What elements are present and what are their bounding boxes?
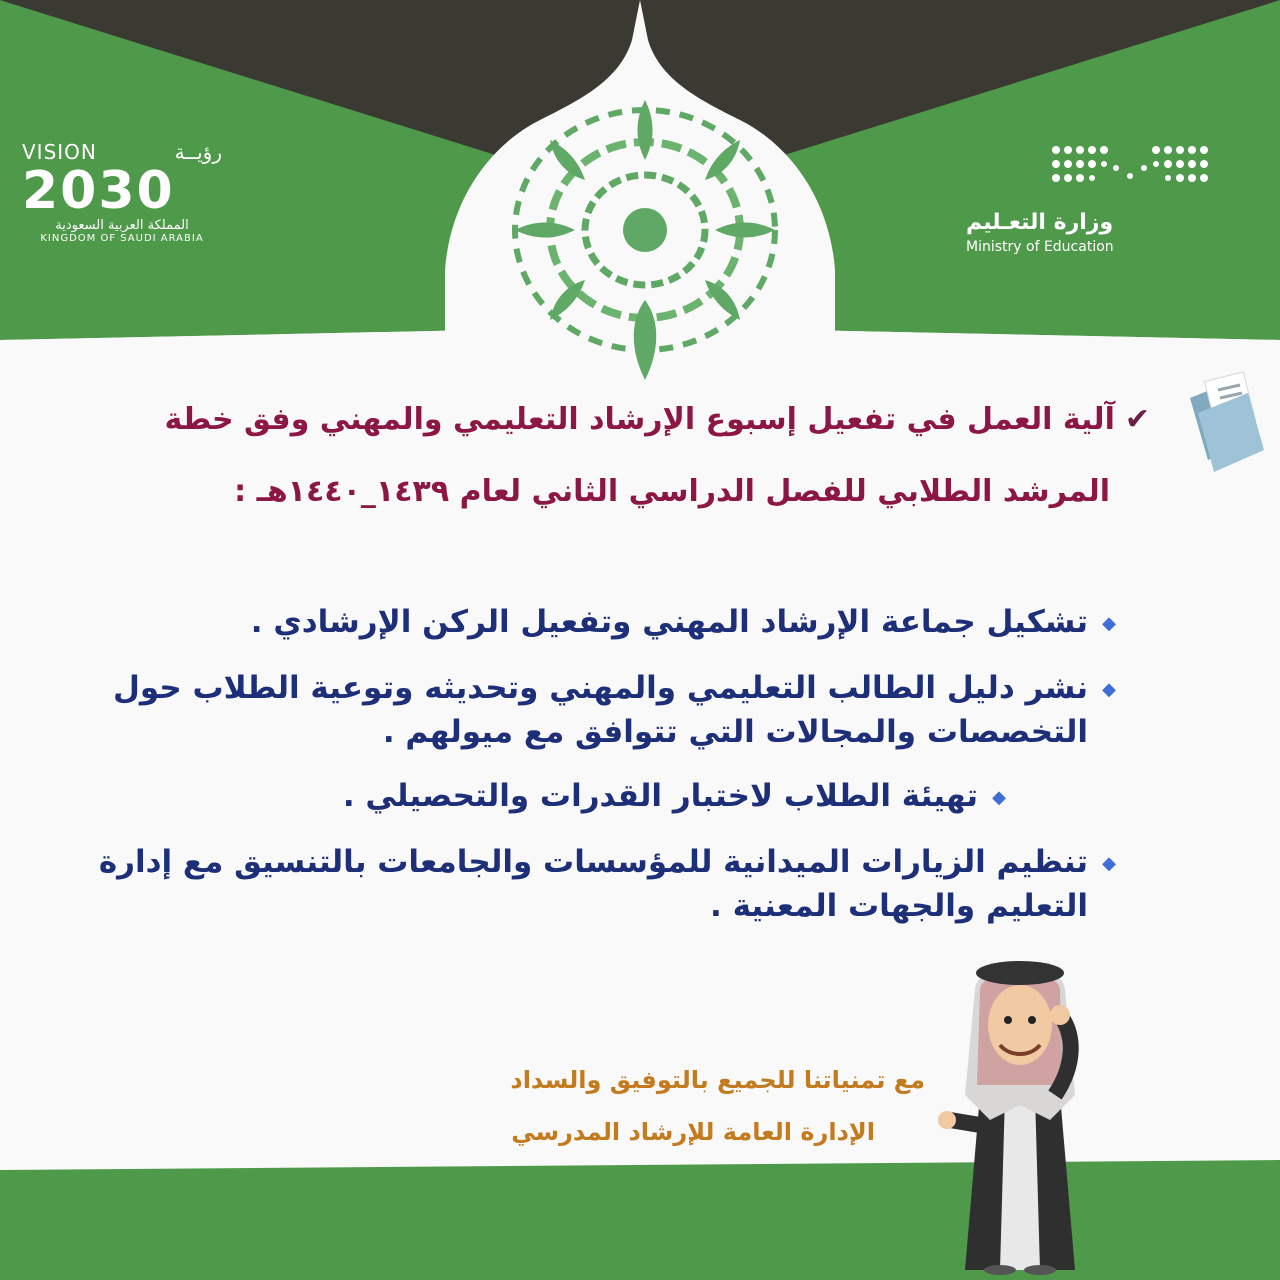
list-item	[90, 774, 1130, 820]
ornament-icon	[480, 80, 810, 390]
list-item-text: تنظيم الزيارات الميدانية للمؤسسات والجامعات بالتنسيق مع إدارة التعليم والجهات المعنية .	[98, 844, 1088, 924]
vision-kingdom-en: KINGDOM OF SAUDI ARABIA	[40, 233, 204, 244]
heading	[150, 398, 1150, 514]
closing-line-2: الإدارة العامة للإرشاد المدرسي	[511, 1118, 875, 1146]
ministry-name-ar: وزارة التعـليم	[966, 210, 1114, 235]
list-item-text: نشر دليل الطالب التعليمي والمهني وتحديثه وتوعية الطلاب حول التخصصات والمجالات التي تتوافق مع ميولهم .	[113, 670, 1088, 750]
vision-year: 2030	[22, 161, 175, 221]
mascot-figure	[935, 945, 1105, 1275]
closing-line-1: مع تمنياتنا للجميع بالتوفيق والسداد	[510, 1066, 925, 1094]
heading-line-1-text: آلية العمل في تفعيل إسبوع الإرشاد التعليمي والمهني وفق خطة	[164, 402, 1115, 437]
list-item-text: تهيئة الطلاب لاختبار القدرات والتحصيلي .	[342, 778, 978, 814]
bullet-diamond-icon: ◆	[1102, 613, 1116, 634]
ministry-name-en: Ministry of Education	[966, 239, 1114, 255]
heading-line-1	[150, 398, 1150, 442]
folder-icon	[1180, 368, 1270, 478]
bullet-diamond-icon: ◆	[1102, 853, 1116, 874]
list-item	[90, 600, 1130, 646]
list-item	[90, 666, 1130, 754]
vision-2030-logo	[22, 140, 222, 244]
list-item	[90, 840, 1130, 928]
vision-kingdom-ar: المملكة العربية السعودية	[55, 218, 189, 233]
list-item-text: تشكيل جماعة الإرشاد المهني وتفعيل الركن الإرشادي .	[250, 604, 1088, 640]
check-icon: ✔	[1124, 402, 1150, 437]
vision-word: VISION	[22, 140, 97, 164]
bullet-diamond-icon: ◆	[1102, 679, 1116, 700]
ministry-dots-icon	[1048, 140, 1218, 190]
bullet-diamond-icon: ◆	[992, 787, 1006, 808]
heading-line-2: المرشد الطلابي للفصل الدراسي الثاني لعام ١٤٣٩_١٤٤٠هـ :	[234, 474, 1110, 509]
ministry-logo	[966, 140, 1216, 255]
vision-word-ar: رؤيــة	[174, 140, 222, 164]
bullet-list	[90, 600, 1130, 948]
closing-message	[380, 1060, 925, 1152]
